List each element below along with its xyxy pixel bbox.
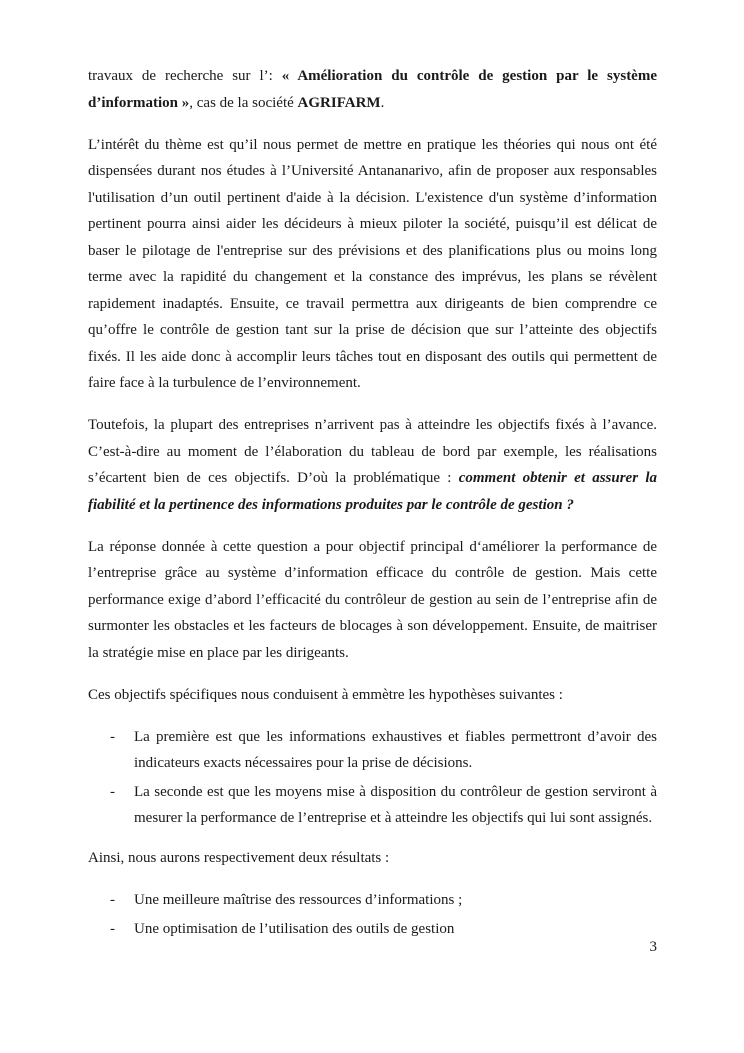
text-run: L’intérêt du thème est qu’il nous permet de mettre en pratique les théories qui nous ont été dispensées durant nos études à l’Université Antananarivo, afin de proposer aux responsables l'utilisation d’un outil pertinent d'aide à la décision. L'existence d'un système d’information pertinent pourra ainsi aider les décideurs à mieux piloter la société, puisqu’il est délicat de baser le pilotage de l'entreprise sur des prévisions et des planifications plus ou moins long terme avec la rapidité du changement et la constance des imprévus, les plans se révèlent rapidement inadaptés. Ensuite, ce travail permettra aux dirigeants de bien comprendre ce qu’offre le contrôle de gestion tant sur la prise de décision que sur l’atteinte des objectifs fixés. Il les aide donc à accomplir leurs tâches tout en disposant des outils qui permettent de faire face à la turbulence de l’environnement. [88,136,657,391]
dash-bullet: - [110,783,115,800]
text-run-bold: AGRIFARM [297,94,381,111]
list-item-text: Une optimisation de l’utilisation des outils de gestion [134,920,455,937]
hypotheses-list [88,724,657,832]
text-run: . [380,94,385,111]
text-run: La réponse donnée à cette question a pour objectif principal d‘améliorer la performance de l’entreprise grâce au système d’information efficace du contrôle de gestion. Mais cette performance exige d’abord l’efficacité du contrôleur de gestion au sein de l’entreprise afin de surmonter les obstacles et les facteurs de blocages à son développement. Ensuite, de maitriser la stratégie mise en place par les dirigeants. [88,538,657,661]
list-item-result-2 [88,916,657,943]
text-run: Ces objectifs spécifiques nous conduisent à emmètre les hypothèses suivantes : [88,686,563,703]
paragraph-problematic [88,412,657,518]
page-number: 3 [649,939,657,955]
text-run: travaux de recherche sur l’: [88,68,282,84]
list-item-text: La première est que les informations exhaustives et fiables permettront d’avoir des indicateurs exacts nécessaires pour la prise de décisions. [134,728,657,771]
text-run: Toutefois, la plupart des entreprises n’arrivent pas à atteindre les objectifs fixés à l’avance. C’est-à-dire au moment de l’élaboration du tableau de bord par exemple, les réalisations s’écartent bien de ces objectifs. D’où la problématique : [88,417,657,486]
paragraph-research-title [88,63,657,116]
list-item-text: La seconde est que les moyens mise à disposition du contrôleur de gestion serviront à mesurer la performance de l’entreprise et à atteindre les objectifs qui lui sont assignés. [134,783,657,826]
dash-bullet: - [110,892,115,908]
text-run: Ainsi, nous aurons respectivement deux résultats : [88,850,390,866]
list-item-text: Une meilleure maîtrise des ressources d’informations ; [134,892,463,908]
list-item-hypothesis-1 [88,724,657,777]
paragraph-response-objective [88,534,657,667]
text-run-bold-italic: comment obtenir et assurer la fiabilité et la pertinence des informations produites par le contrôle de gestion ? [88,470,657,513]
document-body [88,63,657,956]
list-item-result-1 [88,887,657,914]
list-item-hypothesis-2 [88,779,657,832]
paragraph-results-intro [88,845,657,872]
text-run-bold: « Amélioration du contrôle de gestion par le système d’information » [88,68,657,111]
text-run: , cas de la société [189,94,298,111]
dash-bullet: - [110,728,115,745]
dash-bullet: - [110,920,115,937]
results-list [88,887,657,942]
paragraph-theme-interest [88,132,657,397]
paragraph-specific-objectives [88,682,657,709]
